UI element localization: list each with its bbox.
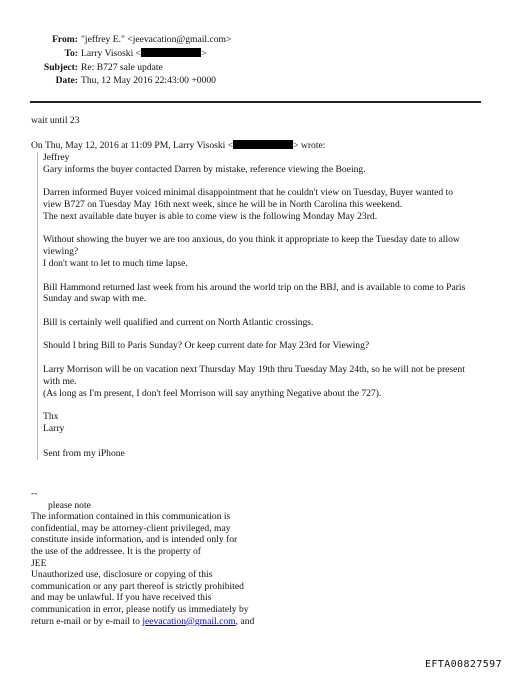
disclaimer-line: communication in error, please notify us immediately by	[31, 603, 249, 615]
paragraph-4: Bill Hammond returned last week from his around the world trip on the BBJ, and is available to come to Paris Sunday and swap with me.	[43, 281, 466, 305]
disclaimer-line: confidential, may be attorney-client privileged, may	[31, 522, 231, 534]
paragraph-7b: (As long as I'm present, I don't feel Morrison will say anything Negative about the 727).	[43, 387, 382, 399]
greeting: Jeffrey	[43, 151, 70, 163]
last-line-suffix: , and	[235, 615, 255, 627]
signature-note: please note	[48, 499, 91, 511]
redaction-bar	[141, 48, 201, 57]
bates-stamp: EFTA00827597	[424, 659, 502, 670]
date-value: Thu, 12 May 2016 22:43:00 +0000	[81, 75, 216, 87]
disclaimer-line: communication or any part thereof is strictly prohibited	[31, 580, 244, 592]
email-body	[31, 115, 483, 471]
paragraph-2: Darren informed Buyer voiced minimal disappointment that he couldn't view on Tuesday, Buyer wanted to view B727 on Tuesday May 16th next week, since he will be in North Carolina this weekend.	[43, 187, 454, 211]
paragraph-1: Gary informs the buyer contacted Darren by mistake, reference viewing the Boeing.	[43, 163, 366, 175]
paragraph-5: Bill is certainly well qualified and current on North Atlantic crossings.	[43, 316, 314, 328]
disclaimer-line: The information contained in this communication is	[31, 511, 231, 523]
redaction-bar	[233, 140, 293, 149]
subject-value: Re: B727 sale update	[81, 61, 163, 73]
quoted-message	[37, 152, 473, 460]
date-label: Date:	[55, 75, 78, 87]
email-link[interactable]: jeevacation@gmail.com	[142, 615, 236, 627]
signoff: Thx	[43, 410, 59, 422]
disclaimer-line: and may be unlawful. If you have received this	[31, 592, 212, 604]
last-line-prefix: return e-mail or by e-mail to	[31, 615, 143, 627]
paragraph-2b: The next available date buyer is able to come view is the following Monday May 23rd.	[43, 210, 378, 222]
disclaimer-line: Unauthorized use, disclosure or copying of this	[31, 569, 213, 581]
quote-intro-before: On Thu, May 12, 2016 at 11:09 PM, Larry Visoski <	[31, 139, 234, 151]
quote-intro-after: > wrote:	[293, 139, 326, 151]
disclaimer-line: JEE	[31, 557, 47, 569]
paragraph-7: Larry Morrison will be on vacation next Thursday May 19th thru Tuesday May 24th, so he will not be present with me.	[43, 363, 465, 387]
quote-intro	[31, 140, 483, 152]
from-label: From:	[52, 34, 78, 45]
sent-from: Sent from my iPhone	[43, 447, 125, 459]
subject-label: Subject:	[43, 61, 78, 73]
disclaimer-line: the use of the addressee. It is the property of	[31, 545, 201, 557]
paragraph-3b: I don't want to let to much time lapse.	[43, 258, 188, 270]
header-divider	[30, 101, 481, 103]
signature-dashes: --	[31, 488, 38, 499]
to-label: To:	[64, 47, 78, 59]
to-row	[24, 47, 231, 61]
reply-text: wait until 23	[31, 115, 80, 126]
date-row	[24, 74, 231, 88]
disclaimer-line: constitute inside information, and is intended only for	[31, 534, 238, 546]
paragraph-3: Without showing the buyer we are too anxious, do you think it appropriate to keep the Tuesday date to allow viewing?	[43, 234, 460, 258]
sign-name: Larry	[43, 422, 65, 434]
subject-row	[24, 61, 231, 75]
email-header	[24, 33, 231, 88]
to-close: >	[201, 47, 207, 59]
paragraph-6: Should I bring Bill to Paris Sunday? Or keep current date for May 23rd for Viewing?	[43, 340, 370, 352]
from-value: "jeffrey E." <jeevacation@gmail.com>	[81, 34, 232, 45]
disclaimer-last-line	[31, 616, 271, 628]
to-value: Larry Visoski <	[81, 47, 142, 59]
from-row	[24, 33, 231, 47]
disclaimer-signature	[31, 488, 271, 627]
